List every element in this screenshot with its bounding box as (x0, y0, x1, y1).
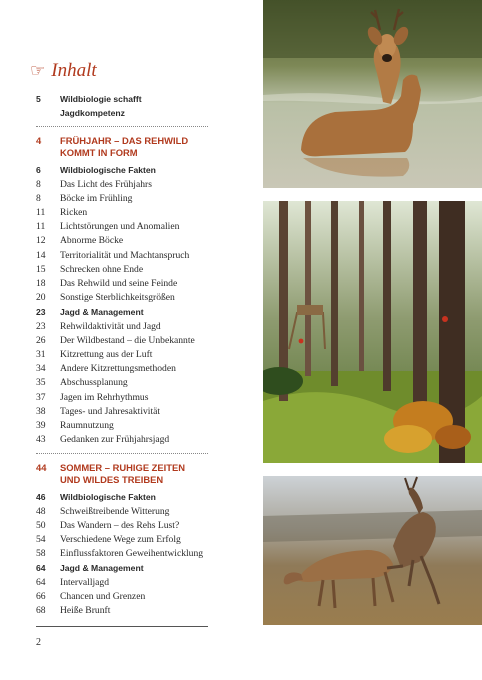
photo-forest-hunting-stand (263, 201, 482, 463)
chapter-title-line: FRÜHJAHR – DAS REHWILD (60, 135, 189, 147)
entry-label: Schweißtreibende Witterung (60, 505, 170, 517)
entry-label: Abschussplanung (60, 377, 128, 389)
entry-label: Intervalljagd (60, 576, 110, 588)
page-ref: 23 (36, 307, 46, 318)
entry-label: Tages- und Jahresaktivität (60, 405, 161, 417)
spring-mgmt-list (36, 320, 208, 448)
page-ref: 8 (36, 192, 41, 204)
page-ref: 58 (36, 548, 46, 560)
dotted-separator (36, 126, 208, 127)
page-ref: 5 (36, 94, 41, 104)
toc-entry[interactable] (36, 533, 208, 547)
entry-label: Wildbiologie schafft Jagdkompetenz (60, 94, 142, 119)
section-heading-mgmt[interactable] (36, 561, 208, 575)
page-ref: 38 (36, 405, 46, 417)
bottom-rule (36, 626, 208, 627)
page-ref: 12 (36, 235, 46, 247)
page-ref: 44 (36, 462, 47, 474)
entry-label: Das Rehwild und seine Feinde (60, 278, 178, 290)
toc-entry[interactable] (36, 519, 208, 533)
toc-title: Inhalt (51, 60, 97, 81)
page-ref: 4 (36, 135, 42, 147)
page-ref: 39 (36, 420, 46, 432)
section-heading-mgmt[interactable] (36, 305, 208, 319)
toc-entry[interactable] (36, 320, 208, 334)
toc-entry[interactable] (36, 263, 208, 277)
entry-label: Der Wildbestand – die Unbekannte (60, 334, 195, 346)
spring-bio-list (36, 178, 208, 306)
entry-label: Das Licht des Frühjahrs (60, 178, 152, 190)
entry-label: Andere Kitzrettungsmethoden (60, 363, 176, 375)
chapter-title-line: UND WILDES TREIBEN (60, 474, 164, 486)
entry-label: Böcke im Frühling (60, 192, 133, 204)
page-ref: 34 (36, 363, 46, 375)
entry-label: Rehwildaktivität und Jagd (60, 320, 161, 332)
toc-entry[interactable] (36, 547, 208, 561)
toc-entry[interactable] (36, 220, 208, 234)
entry-label: Chancen und Grenzen (60, 590, 146, 602)
toc-entry[interactable] (36, 604, 208, 618)
page-ref: 20 (36, 292, 46, 304)
toc-entry[interactable] (36, 249, 208, 263)
entry-label: Einflussfaktoren Geweihentwicklung (60, 548, 204, 560)
entry-label: Lichtstörungen und Anomalien (60, 221, 180, 233)
entry-label: Jagen im Rehrhythmus (60, 391, 149, 403)
toc-heading (30, 60, 97, 82)
toc-entry[interactable] (36, 178, 208, 192)
page-ref: 54 (36, 534, 46, 546)
entry-label: Kitzrettung aus der Luft (60, 349, 153, 361)
toc-entry[interactable] (36, 391, 208, 405)
toc-entry[interactable] (36, 348, 208, 362)
toc-entry[interactable] (36, 334, 208, 348)
page-ref: 14 (36, 249, 46, 261)
toc-entry[interactable] (36, 192, 208, 206)
entry-label: Verschiedene Wege zum Erfolg (60, 534, 181, 546)
page-ref: 64 (36, 576, 46, 588)
table-of-contents (36, 92, 208, 627)
dotted-separator (36, 453, 208, 454)
page-ref: 48 (36, 505, 46, 517)
section-label: Wildbiologische Fakten (60, 492, 156, 503)
page-ref: 23 (36, 320, 46, 332)
page-ref: 8 (36, 178, 41, 190)
chapter-title-line: KOMMT IN FORM (60, 147, 138, 159)
entry-label: Das Wandern – des Rehs Lust? (60, 519, 180, 531)
entry-label: Heiße Brunft (60, 605, 111, 617)
chapter-title (60, 462, 208, 486)
page-ref: 43 (36, 434, 46, 446)
toc-entry[interactable] (36, 362, 208, 376)
toc-entry[interactable] (36, 206, 208, 220)
chapter-title-line: SOMMER – RUHIGE ZEITEN (60, 462, 186, 474)
page-ref: 68 (36, 605, 46, 617)
page-ref: 50 (36, 519, 46, 531)
entry-label: Territorialität und Machtanspruch (60, 249, 190, 261)
photo-roe-deer-rut (263, 476, 482, 625)
page-number: 2 (36, 637, 41, 648)
toc-entry[interactable] (36, 277, 208, 291)
section-heading-bio[interactable] (36, 490, 208, 504)
page-ref: 46 (36, 492, 46, 503)
toc-entry[interactable] (36, 576, 208, 590)
page-ref: 35 (36, 377, 46, 389)
section-label: Wildbiologische Fakten (60, 165, 156, 176)
toc-entry[interactable] (36, 419, 208, 433)
toc-entry[interactable] (36, 234, 208, 248)
photo-roe-buck-in-water (263, 0, 482, 188)
toc-entry[interactable] (36, 376, 208, 390)
entry-label: Sonstige Sterblichkeitsgrößen (60, 292, 175, 304)
toc-entry[interactable] (36, 505, 208, 519)
page-ref: 18 (36, 278, 46, 290)
chapter-heading-summer[interactable] (36, 462, 208, 486)
entry-label: Schrecken ohne Ende (60, 263, 144, 275)
section-label: Jagd & Management (60, 307, 144, 318)
pointing-hand-icon: ☞ (30, 60, 46, 81)
entry-label: Abnorme Böcke (60, 235, 124, 247)
toc-entry[interactable] (36, 92, 208, 120)
entry-label: Ricken (60, 207, 88, 219)
toc-entry[interactable] (36, 590, 208, 604)
section-label: Jagd & Management (60, 563, 144, 574)
page-ref: 15 (36, 263, 46, 275)
toc-entry[interactable] (36, 433, 208, 447)
summer-bio-list (36, 505, 208, 562)
page-ref: 31 (36, 349, 46, 361)
toc-entry[interactable] (36, 405, 208, 419)
summer-mgmt-list (36, 576, 208, 619)
page-ref: 37 (36, 391, 46, 403)
page-ref: 64 (36, 563, 46, 574)
entry-label: Gedanken zur Frühjahrsjagd (60, 434, 170, 446)
page-ref: 11 (36, 221, 46, 233)
page-ref: 6 (36, 165, 41, 176)
section-heading-bio[interactable] (36, 163, 208, 177)
chapter-heading-spring[interactable] (36, 135, 208, 159)
chapter-title (60, 135, 208, 159)
page-ref: 11 (36, 207, 46, 219)
page-ref: 26 (36, 334, 46, 346)
entry-label: Raumnutzung (60, 420, 114, 432)
toc-entry[interactable] (36, 291, 208, 305)
page-ref: 66 (36, 590, 46, 602)
